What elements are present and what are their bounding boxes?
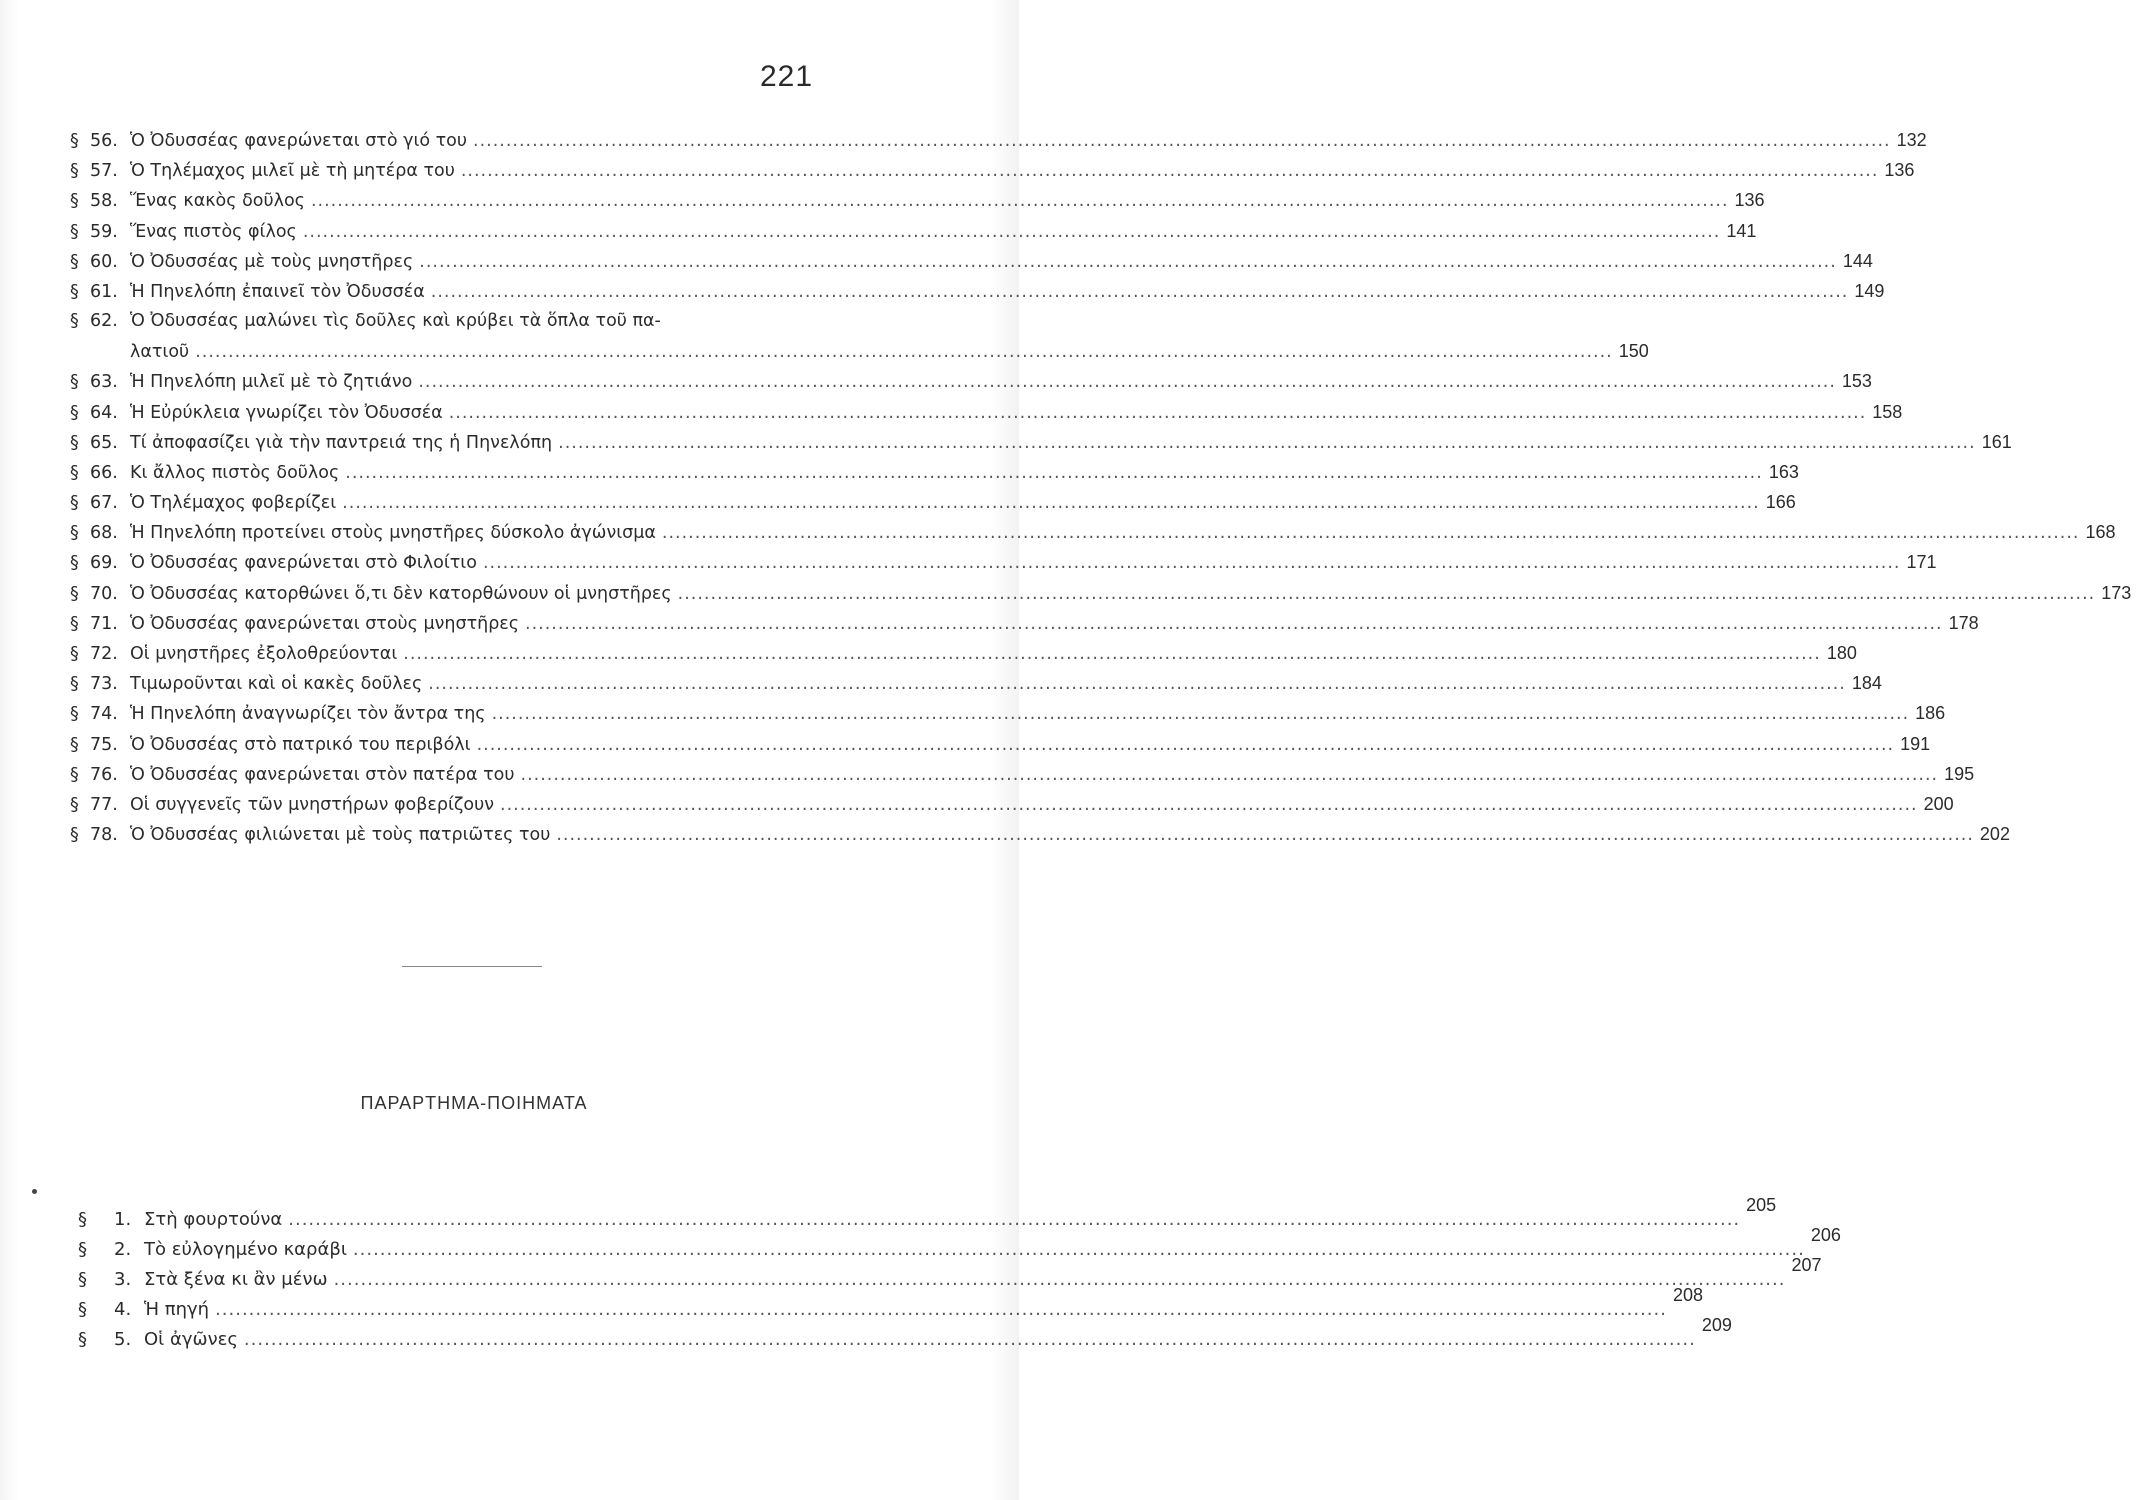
table-of-contents: [70, 130, 2132, 854]
section-mark: §: [70, 402, 79, 423]
dot-leader: [244, 1329, 1696, 1350]
section-mark: §: [70, 251, 79, 272]
appendix-entry-1: [78, 1195, 1777, 1239]
entry-title: Ἡ Πηνελόπη ἀναγνωρίζει τὸν ἄντρα της: [130, 704, 486, 725]
appendix-contents: [78, 1195, 1841, 1359]
entry-title: Οἱ ἀγῶνες: [144, 1329, 238, 1350]
toc-entry-76: [70, 763, 1975, 794]
entry-page: 186: [1915, 703, 1946, 724]
section-mark: §: [70, 734, 79, 755]
toc-entry-75: [70, 733, 1931, 764]
entry-page: 149: [1854, 280, 1885, 301]
entry-title: Ὁ Ὀδυσσέας μὲ τοὺς μνηστῆρες: [130, 251, 414, 272]
dot-leader: [303, 222, 1721, 242]
section-mark: §: [70, 553, 79, 574]
toc-entry-69: [70, 552, 1937, 582]
section-mark: §: [70, 432, 79, 453]
section-mark: §: [70, 462, 79, 483]
toc-entry-63: [70, 371, 1872, 401]
entry-title: Οἱ συγγενεῖς τῶν μνηστήρων φοβερίζουν: [130, 794, 495, 815]
entry-page: 191: [1900, 733, 1931, 754]
dot-leader: [418, 372, 1836, 392]
entry-number: 64.: [90, 402, 118, 423]
entry-title: Ὁ Ὀδυσσέας φανερώνεται στοὺς μνηστῆρες: [130, 613, 520, 634]
entry-title: Ἡ Εὐρύκλεια γνωρίζει τὸν Ὀδυσσέα: [130, 402, 443, 423]
entry-title: Ὁ Τηλέμαχος μιλεῖ μὲ τὴ μητέρα του: [130, 161, 455, 182]
section-mark: §: [78, 1269, 87, 1290]
entry-page: 173: [2101, 582, 2132, 603]
toc-entry-78: [70, 824, 2010, 854]
dot-leader: [558, 433, 1976, 453]
entry-title: Ἕνας πιστὸς φίλος: [130, 221, 297, 242]
section-mark: §: [70, 281, 79, 302]
entry-title: Ἡ Πηνελόπη ἐπαινεῖ τὸν Ὀδυσσέα: [130, 281, 425, 302]
dot-leader: [431, 282, 1849, 302]
entry-page: 209: [1701, 1315, 1732, 1335]
section-mark: §: [70, 311, 79, 332]
dot-leader: [403, 644, 1821, 664]
dot-leader: [419, 252, 1837, 272]
entry-page: 166: [1765, 492, 1796, 513]
section-mark: §: [70, 161, 79, 182]
entry-number: 57.: [90, 161, 118, 182]
toc-entry-77: [70, 793, 1954, 824]
entry-number: 67.: [90, 493, 118, 514]
section-mark: §: [70, 523, 79, 544]
dot-leader: [473, 131, 1891, 151]
toc-entry-66: [70, 461, 1799, 492]
entry-number: 1.: [114, 1209, 132, 1230]
entry-number: 4.: [114, 1299, 132, 1320]
section-mark: §: [70, 583, 79, 604]
entry-page: 136: [1734, 190, 1765, 211]
section-mark: §: [78, 1209, 87, 1230]
entry-title: Στὴ φουρτούνα: [144, 1209, 283, 1230]
page-number: 221: [760, 60, 814, 93]
entry-number: 2.: [114, 1239, 132, 1260]
entry-number: 56.: [90, 131, 118, 151]
appendix-heading: ΠΑΡΑΡΤΗΜΑ-ΠΟΙΗΜΑΤΑ: [360, 1093, 588, 1113]
entry-page: 207: [1791, 1255, 1822, 1275]
dot-leader: [288, 1209, 1740, 1230]
entry-page: 168: [2085, 522, 2116, 543]
dot-leader: [311, 191, 1729, 211]
dot-leader: [525, 614, 1943, 634]
entry-number: 71.: [90, 613, 118, 634]
dot-leader: [342, 493, 1760, 513]
section-mark: §: [70, 674, 79, 695]
section-mark: §: [70, 764, 79, 785]
dot-leader: [662, 523, 2080, 543]
entry-page: 206: [1810, 1225, 1841, 1245]
entry-title: Οἱ μνηστῆρες ἐξολοθρεύονται: [130, 644, 398, 664]
entry-number: 65.: [90, 432, 118, 453]
entry-page: 171: [1906, 552, 1937, 573]
toc-entry-57: [70, 160, 1915, 190]
entry-title: Τὸ εὐλογημένο καράβι: [144, 1239, 347, 1260]
dot-leader: [428, 674, 1846, 694]
dot-leader: [556, 825, 1974, 845]
entry-page: 141: [1726, 220, 1757, 241]
section-mark: §: [70, 613, 79, 634]
entry-number: 58.: [90, 191, 118, 212]
entry-number: 76.: [90, 764, 118, 785]
entry-title-continuation: λατιοῦ: [130, 342, 190, 363]
entry-title: Ὁ Τηλέμαχος φοβερίζει: [130, 493, 337, 514]
dot-leader: [500, 795, 1918, 815]
section-mark: §: [70, 704, 79, 725]
entry-title: Ὁ Ὀδυσσέας φανερώνεται στὸν πατέρα του: [130, 764, 515, 785]
dot-leader: [334, 1269, 1786, 1290]
section-divider: [402, 966, 542, 967]
entry-number: 73.: [90, 674, 118, 695]
dot-leader: [353, 1239, 1805, 1260]
section-mark: §: [70, 825, 79, 846]
dot-leader: [492, 704, 1910, 724]
dot-leader: [678, 584, 2096, 604]
appendix-entry-5: [78, 1315, 1732, 1359]
section-mark: §: [70, 131, 79, 151]
entry-number: 62.: [90, 311, 118, 332]
entry-page: 180: [1826, 643, 1857, 663]
entry-page: 178: [1948, 612, 1979, 633]
entry-title: Ὁ Ὀδυσσέας κατορθώνει ὅ,τι δὲν κατορθώνουν οἱ μνηστῆρες: [130, 583, 672, 604]
toc-entry-71: [70, 612, 1979, 643]
toc-entry-67: [70, 492, 1796, 522]
entry-page: 144: [1842, 250, 1873, 271]
section-mark: §: [78, 1299, 87, 1320]
entry-number: 78.: [90, 825, 118, 846]
entry-number: 61.: [90, 281, 118, 302]
entry-page: 163: [1768, 461, 1799, 482]
entry-number: 60.: [90, 251, 118, 272]
entry-page: 153: [1841, 371, 1872, 392]
toc-entry-59: [70, 220, 1757, 251]
section-mark: §: [78, 1329, 87, 1350]
toc-entry-65: [70, 431, 2012, 462]
dot-leader: [195, 342, 1613, 362]
entry-page: 200: [1923, 793, 1954, 814]
entry-number: 77.: [90, 794, 118, 815]
entry-page: 205: [1746, 1195, 1777, 1215]
entry-title-continuation-line: [130, 341, 1671, 371]
entry-number: 75.: [90, 734, 118, 755]
section-mark: §: [78, 1239, 87, 1260]
entry-title: Τιμωροῦνται καὶ οἱ κακὲς δοῦλες: [130, 674, 423, 695]
entry-title: Τί ἀποφασίζει γιὰ τὴν παντρειά της ἡ Πηνελόπη: [130, 432, 553, 453]
entry-number: 72.: [90, 644, 118, 664]
entry-number: 66.: [90, 462, 118, 483]
entry-title: Ὁ Ὀδυσσέας φανερώνεται στὸ γιό του: [130, 131, 468, 151]
dot-leader: [215, 1299, 1667, 1320]
entry-title: Ὁ Ὀδυσσέας στὸ πατρικό του περιβόλι: [130, 734, 471, 755]
entry-title: Ἡ Πηνελόπη μιλεῖ μὲ τὸ ζητιάνο: [130, 372, 413, 393]
section-mark: §: [70, 191, 79, 212]
toc-entry-61: [70, 280, 1885, 311]
entry-page: 136: [1884, 160, 1915, 181]
entry-page: 158: [1872, 401, 1903, 422]
dot-leader: [521, 765, 1939, 785]
entry-title: Κι ἄλλος πιστὸς δοῦλος: [130, 462, 340, 483]
section-mark: §: [70, 493, 79, 514]
entry-number: 63.: [90, 372, 118, 393]
dot-leader: [345, 463, 1763, 483]
entry-page: 195: [1944, 763, 1975, 784]
entry-title: Στὰ ξένα κι ἂν μένω: [144, 1269, 328, 1290]
entry-number: 70.: [90, 583, 118, 604]
entry-body: [130, 311, 1671, 371]
entry-number: 68.: [90, 523, 118, 544]
toc-entry-68: [70, 522, 2116, 552]
entry-number: 74.: [90, 704, 118, 725]
toc-entry-58: [70, 190, 1765, 220]
entry-page: 202: [1979, 824, 2010, 845]
toc-entry-62: [70, 311, 1649, 371]
toc-entry-73: [70, 673, 1882, 703]
toc-entry-74: [70, 703, 1946, 733]
entry-number: 59.: [90, 221, 118, 242]
entry-title: Ἡ πηγή: [144, 1299, 210, 1320]
toc-entry-56: [70, 130, 1927, 160]
toc-entry-64: [70, 401, 1903, 432]
toc-entry-60: [70, 250, 1873, 281]
entry-page: 184: [1851, 673, 1882, 694]
entry-title: Ὁ Ὀδυσσέας φανερώνεται στὸ Φιλοίτιο: [130, 553, 477, 574]
section-mark: §: [70, 794, 79, 815]
entry-page: 161: [1981, 431, 2012, 452]
dot-leader: [477, 735, 1895, 755]
appendix-entry-4: [78, 1285, 1704, 1329]
toc-entry-70: [70, 582, 2132, 613]
entry-title: Ἡ Πηνελόπη προτείνει στοὺς μνηστῆρες δύσκολο ἀγώνισμα: [130, 523, 656, 544]
entry-page: 132: [1896, 130, 1927, 150]
entry-page: 150: [1618, 341, 1649, 362]
dot-leader: [483, 553, 1901, 573]
entry-page: 208: [1672, 1285, 1704, 1305]
section-mark: §: [70, 644, 79, 664]
dot-leader: [449, 403, 1867, 423]
entry-title: Ὁ Ὀδυσσέας μαλώνει τὶς δοῦλες καὶ κρύβει τὰ ὅπλα τοῦ πα-: [130, 311, 661, 332]
toc-entry-72: [70, 643, 1857, 673]
entry-number: 5.: [114, 1329, 132, 1350]
entry-title: Ὁ Ὀδυσσέας φιλιώνεται μὲ τοὺς πατριῶτες του: [130, 825, 551, 846]
entry-number: 3.: [114, 1269, 132, 1290]
dot-leader: [461, 161, 1879, 181]
section-mark: §: [70, 221, 79, 242]
stray-dot-mark: [32, 1189, 37, 1194]
section-mark: §: [70, 372, 79, 393]
entry-title: Ἕνας κακὸς δοῦλος: [130, 191, 305, 212]
entry-number: 69.: [90, 553, 118, 574]
